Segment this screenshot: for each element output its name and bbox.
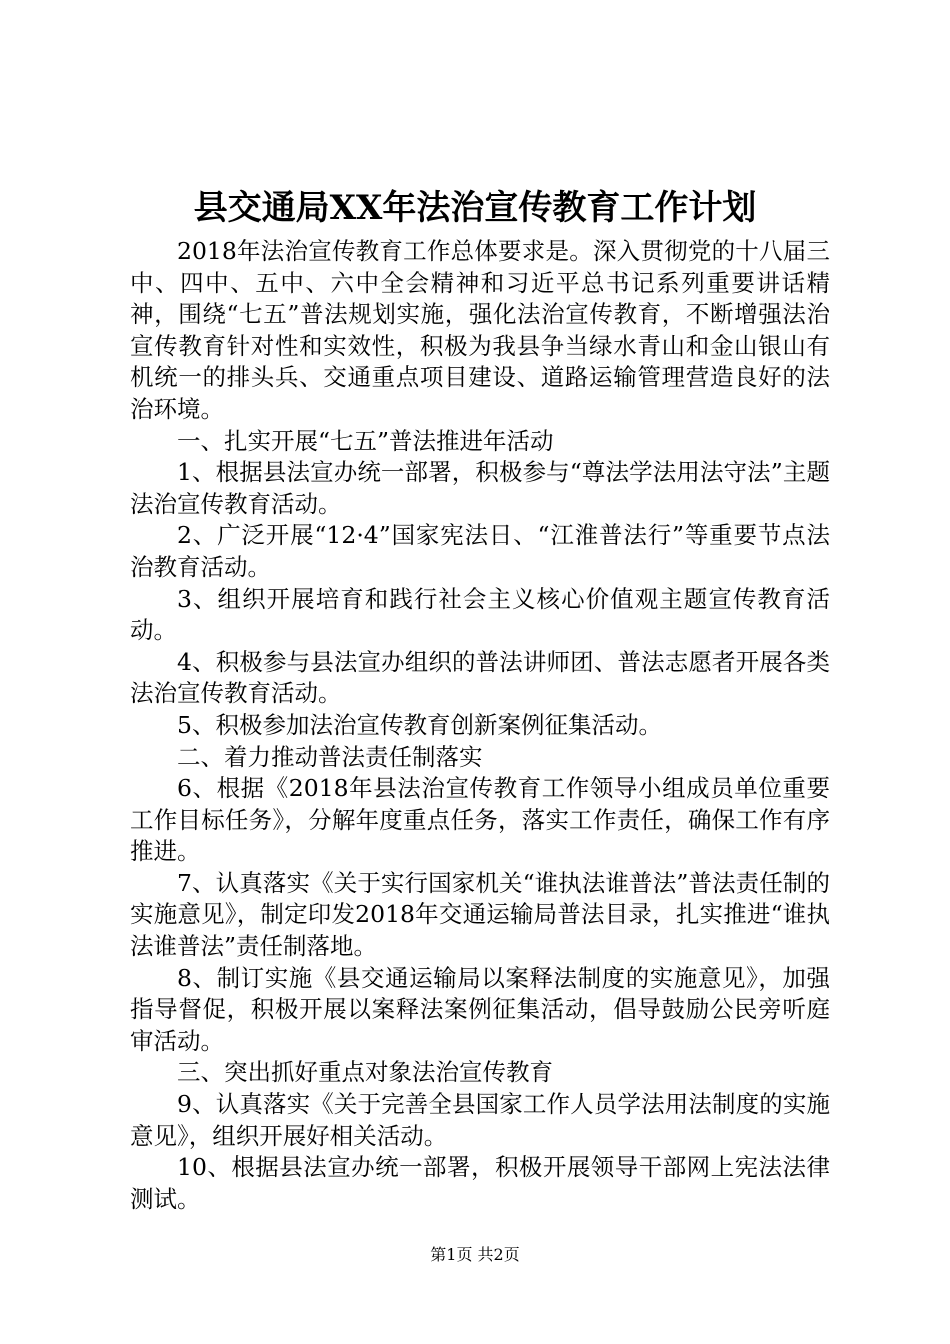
document-title: 县交通局XX年法治宣传教育工作计划: [193, 188, 757, 228]
section-heading-2: 二、着力推动普法责任制落实: [177, 742, 483, 771]
section-heading-3: 三、突出抓好重点对象法治宣传教育: [177, 1058, 553, 1087]
item-paragraph-1: 1、根据县法宣办统一部署，积极参与“尊法学法用法守法”主题法治宣传教育活动。: [130, 458, 830, 518]
item-paragraph-10: 10、根据县法宣办统一部署，积极开展领导干部网上宪法法律测试。: [130, 1153, 830, 1213]
item-paragraph-3: 3、组织开展培育和践行社会主义核心价值观主题宣传教育活动。: [130, 584, 830, 645]
item-paragraph-4: 4、积极参与县法宣办组织的普法讲师团、普法志愿者开展各类法治宣传教育活动。: [130, 647, 830, 708]
item-paragraph-6: 6、根据《2018年县法治宣传教育工作领导小组成员单位重要工作目标任务》，分解年度重点任务，落实工作责任，确保工作有序推进。: [130, 774, 830, 866]
intro-paragraph: 2018年法治宣传教育工作总体要求是。深入贯彻党的十八届三中、四中、五中、六中全会精神和习近平总书记系列重要讲话精神，围绕“七五”普法规划实施，强化法治宣传教育，不断增强法治宣传教育针对性和实效性，积极为我县争当绿水青山和金山银山有机统一的排头兵、交通重点项目建设、道路运输管理营造良好的法治环境。: [130, 237, 830, 423]
page-footer: 第1页 共2页: [430, 1245, 520, 1264]
document-body: [130, 236, 830, 1215]
item-paragraph-9: 9、认真落实《关于完善全县国家工作人员学法用法制度的实施意见》，组织开展好相关活动。: [130, 1090, 830, 1150]
section-heading-1: 一、扎实开展“七五”普法推进年活动: [177, 426, 554, 455]
item-paragraph-7: 7、认真落实《关于实行国家机关“谁执法谁普法”普法责任制的实施意见》，制定印发2018年交通运输局普法目录，扎实推进“谁执法谁普法”责任制落地。: [130, 868, 830, 961]
item-paragraph-5: 5、积极参加法治宣传教育创新案例征集活动。: [177, 710, 662, 739]
item-paragraph-2: 2、广泛开展“12·4”国家宪法日、“江淮普法行”等重要节点法治教育活动。: [130, 521, 830, 581]
item-paragraph-8: 8、制订实施《县交通运输局以案释法制度的实施意见》，加强指导督促，积极开展以案释法案例征集活动，倡导鼓励公民旁听庭审活动。: [130, 963, 830, 1055]
